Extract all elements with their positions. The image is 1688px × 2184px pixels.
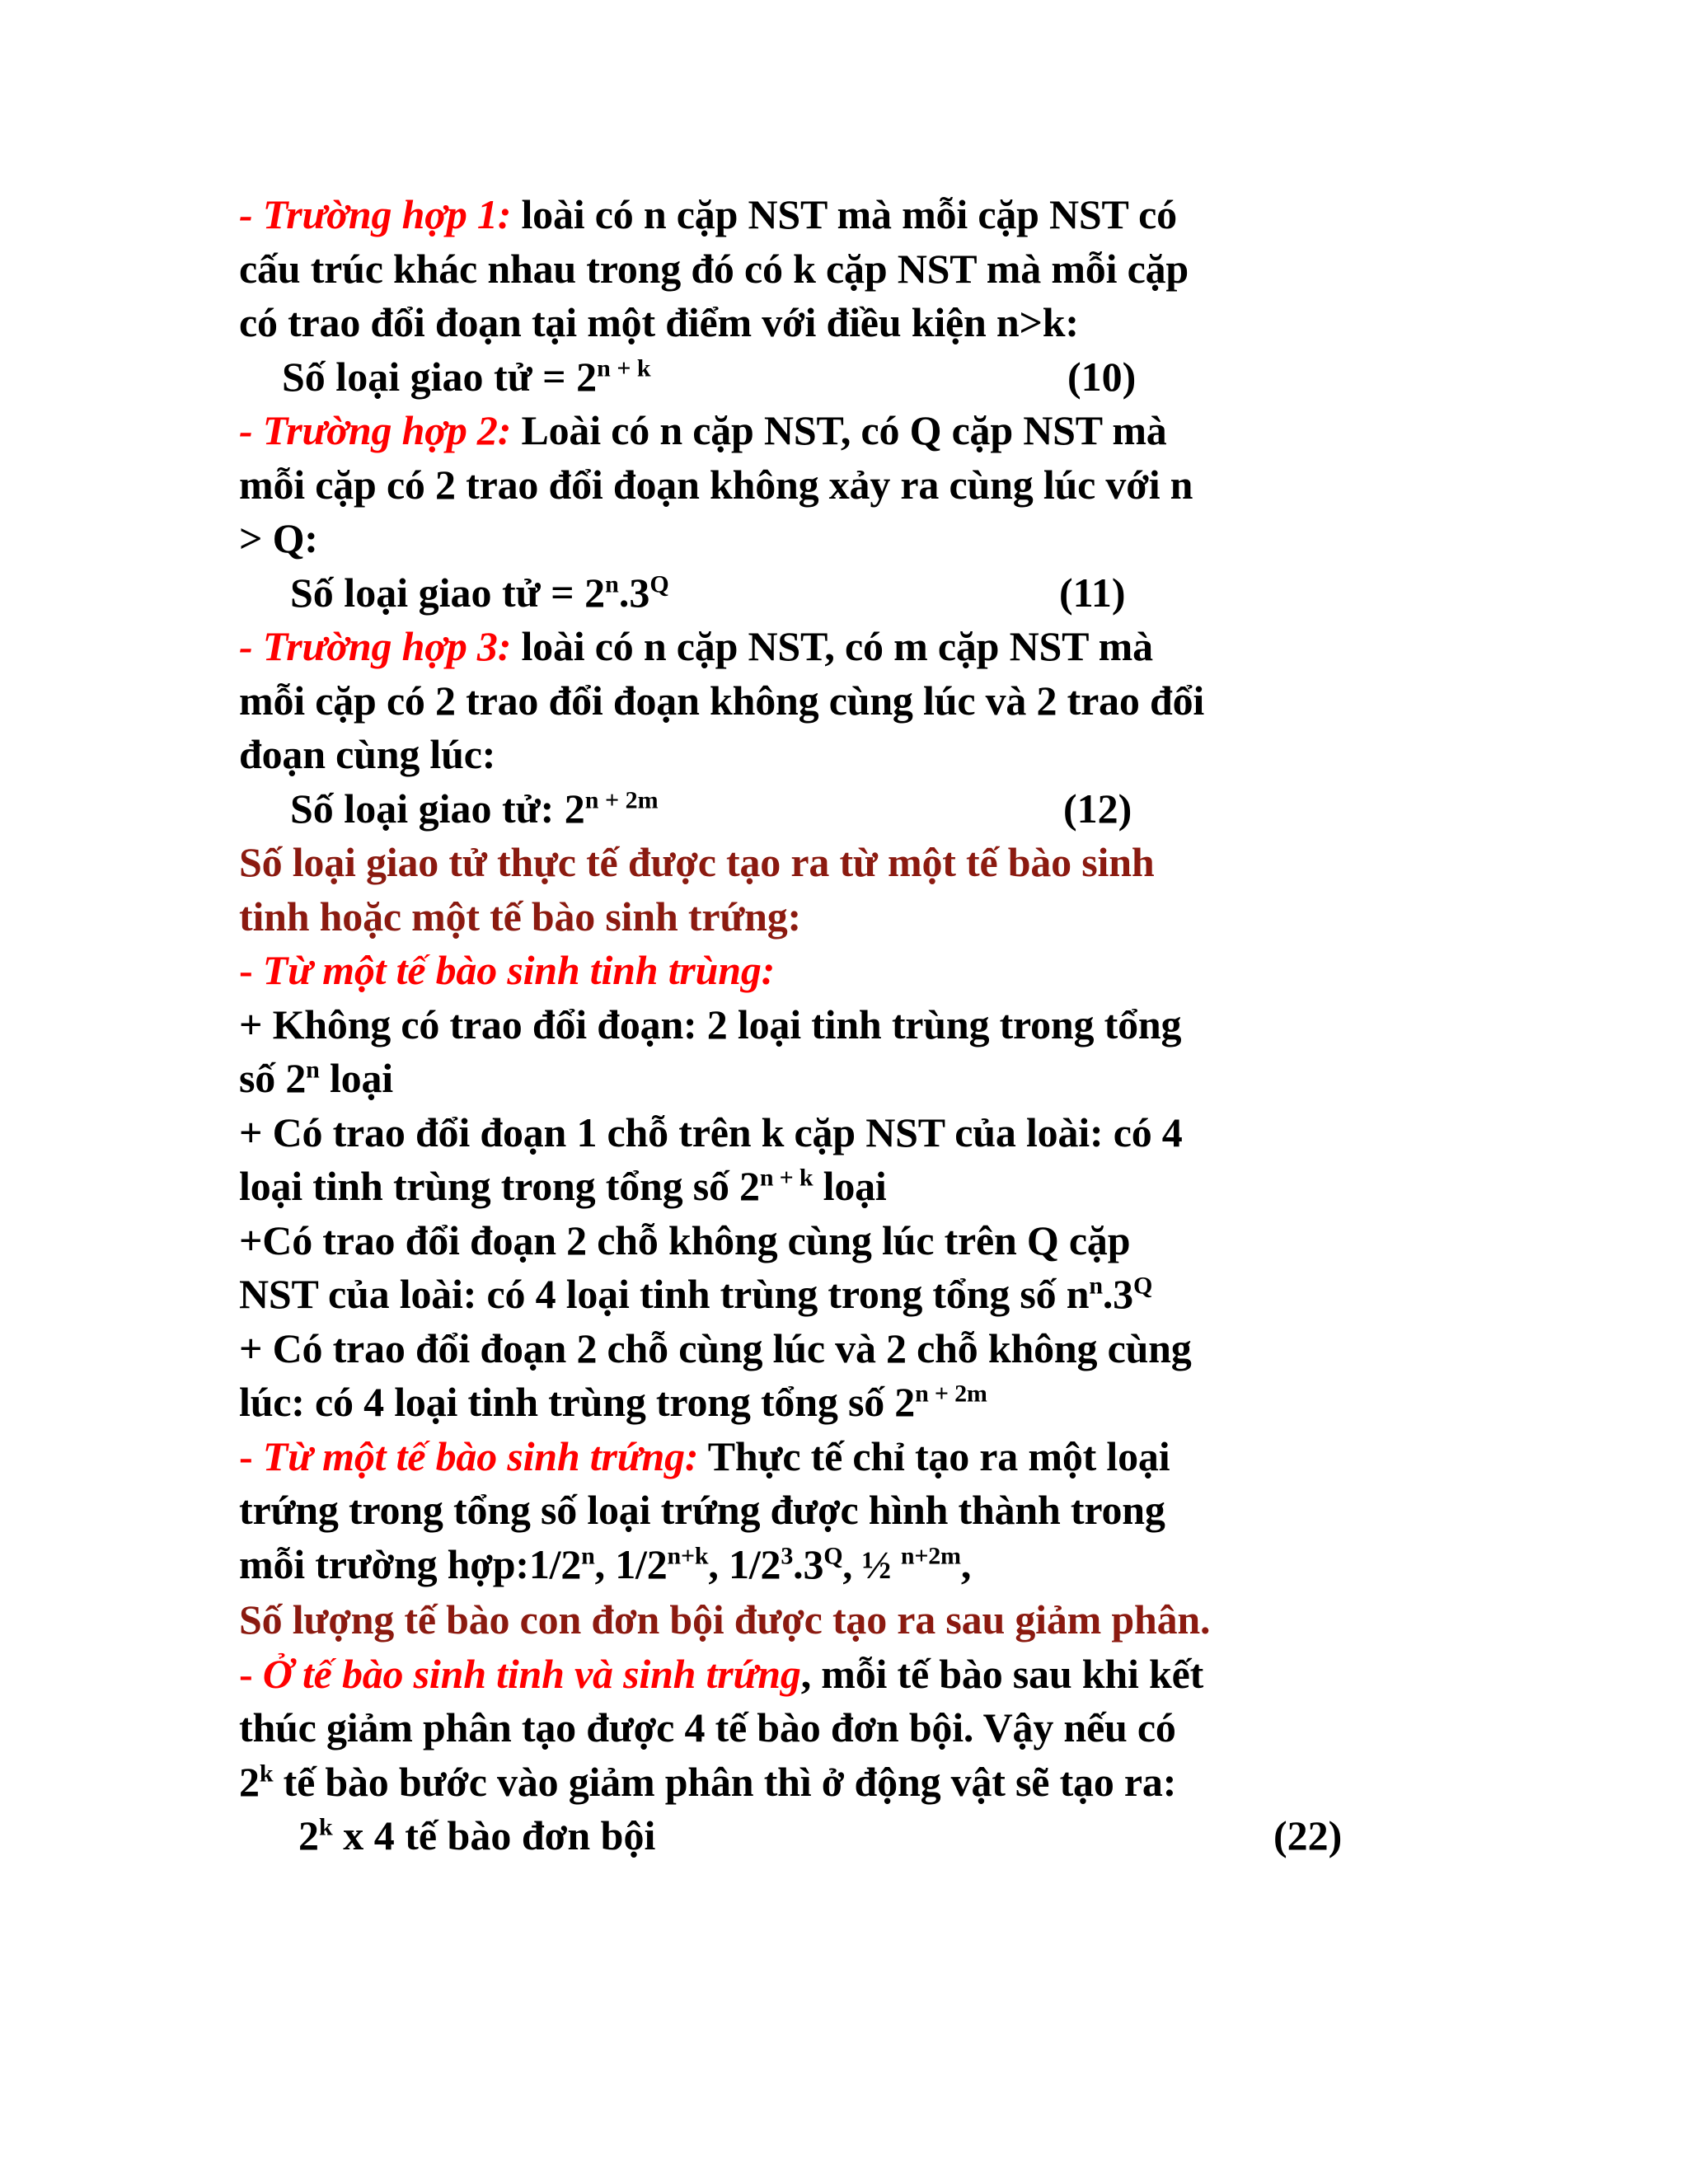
bullet-2-line1: + Có trao đổi đoạn 1 chỗ trên k cặp NST của loài: có 4 — [239, 1108, 1183, 1155]
case2-formula-mid: .3 — [618, 569, 650, 616]
bullet-3-line2-mid: .3 — [1102, 1271, 1133, 1317]
subhead-egg-label: Từ một tế bào sinh trứng: — [262, 1432, 699, 1479]
case3-line2: mỗi cặp có 2 trao đổi đoạn không cùng lúc và 2 trao đổi — [239, 677, 1205, 724]
case2-eqnum: (11) — [1059, 569, 1126, 616]
subhead-egg-line2: trứng trong tổng số loại trứng được hình thành trong — [239, 1487, 1165, 1533]
final-text-line1: , mỗi tế bào sau khi kết — [800, 1650, 1204, 1697]
egg-frac-pre: mỗi trường hợp:1/2 — [239, 1540, 582, 1587]
case3-label: - Trường hợp 3: — [239, 623, 512, 669]
case3-line3: đoạn cùng lúc: — [239, 731, 496, 777]
egg-frac-m3: .3 — [793, 1540, 824, 1587]
bullet-1-line2-sup: n — [306, 1056, 320, 1084]
bullet-3-line2-sup2: Q — [1132, 1272, 1153, 1300]
case2-formula-sup: n — [605, 569, 619, 598]
heading-haploid-count: Số lượng tế bào con đơn bội được tạo ra sau giảm phân. — [239, 1596, 1211, 1643]
bullet-1-line1: + Không có trao đổi đoạn: 2 loại tinh trùng trong tổng — [239, 1001, 1182, 1047]
case2-label: - Trường hợp 2: — [239, 407, 512, 453]
bullet-1-line2-post: loại — [319, 1055, 393, 1101]
case1-text-line1: loài có n cặp NST mà mỗi cặp NST có — [511, 191, 1177, 237]
case1-line3: có trao đổi đoạn tại một điểm với điều kiện n>k: — [239, 299, 1079, 345]
case1-formula-prefix: Số loại giao tử = 2 — [282, 353, 598, 400]
egg-frac-sup2: n+k — [667, 1541, 709, 1569]
bullet-2-line2-pre: loại tinh trùng trong tổng số 2 — [239, 1163, 760, 1209]
case1-label: - Trường hợp 1: — [239, 191, 512, 237]
egg-frac-m2: , 1/2 — [708, 1540, 781, 1587]
bullet-3-line2 — [239, 1268, 1426, 1322]
case3-line1 — [239, 620, 1426, 674]
bullet-2-line2-sup: n + k — [759, 1164, 814, 1192]
final-eqnum: (22) — [1273, 1812, 1343, 1858]
case3-eqnum: (12) — [1063, 785, 1132, 832]
case2-formula-row — [239, 566, 1426, 621]
bullet-3-line2-sup: n — [1089, 1272, 1103, 1300]
bullet-3-line2-pre: NST của loài: có 4 loại tinh trùng trong tổng số n — [239, 1271, 1090, 1317]
bullet-4-line1: + Có trao đổi đoạn 2 chỗ cùng lúc và 2 chỗ không cùng — [239, 1324, 1192, 1371]
case3-text-line1: loài có n cặp NST, có m cặp NST mà — [511, 623, 1153, 669]
subhead-egg-row — [239, 1430, 1426, 1484]
case2-text-line1: Loài có n cặp NST, có Q cặp NST mà — [511, 407, 1167, 453]
final-line3-sup: k — [259, 1759, 274, 1787]
case2-line3: > Q: — [239, 515, 318, 561]
case1-formula-sup: n + k — [597, 354, 651, 382]
subhead-sperm-label: Từ một tế bào sinh tinh trùng: — [262, 947, 776, 993]
case1-line2: cấu trúc khác nhau trong đó có k cặp NST mà mỗi cặp — [239, 245, 1189, 292]
case2-formula-sup2: Q — [649, 569, 669, 598]
final-formula-pre: 2 — [298, 1812, 319, 1858]
egg-frac-m4: , ½ — [842, 1544, 901, 1587]
final-line3-post: tế bào bước vào giảm phân thì ở động vật sẽ tạo ra: — [273, 1758, 1177, 1805]
final-formula-row — [239, 1809, 1426, 1863]
subhead-egg-dash: - — [239, 1432, 263, 1479]
final-label: Ở tế bào sinh tinh và sinh trứng — [262, 1650, 801, 1697]
bullet-4-line2-sup: n + 2m — [915, 1380, 987, 1408]
final-line3 — [239, 1755, 1426, 1810]
bullet-1-line2 — [239, 1052, 1426, 1106]
case2-line2: mỗi cặp có 2 trao đổi đoạn không xảy ra cùng lúc với n — [239, 461, 1193, 508]
case2-formula-prefix: Số loại giao tử = 2 — [290, 569, 606, 616]
egg-frac-sup4: Q — [823, 1541, 843, 1569]
egg-frac-sup1: n — [581, 1541, 595, 1569]
egg-frac-sup3: 3 — [781, 1541, 794, 1569]
case1-line1 — [239, 188, 1426, 242]
egg-frac-sup5: n+2m — [900, 1541, 961, 1569]
case3-formula-row — [239, 782, 1426, 837]
subhead-sperm-row — [239, 944, 1426, 998]
heading-gamete-types-line1: Số loại giao tử thực tế được tạo ra từ một tế bào sinh — [239, 839, 1155, 885]
final-dash: - — [239, 1650, 263, 1697]
case3-formula-prefix: Số loại giao tử: 2 — [290, 785, 585, 832]
subhead-egg-text-line1: Thực tế chỉ tạo ra một loại — [698, 1432, 1170, 1479]
final-formula-post: x 4 tế bào đơn bội — [332, 1812, 656, 1858]
bullet-4-line2 — [239, 1376, 1426, 1430]
final-line1 — [239, 1647, 1426, 1702]
heading-gamete-types-line2: tinh hoặc một tế bào sinh trứng: — [239, 893, 801, 940]
egg-frac-m1: , 1/2 — [594, 1540, 668, 1587]
document-body — [239, 188, 1426, 1863]
subhead-sperm-dash: - — [239, 947, 263, 993]
final-formula-sup: k — [319, 1813, 333, 1841]
final-line2: thúc giảm phân tạo được 4 tế bào đơn bội. Vậy nếu có — [239, 1704, 1176, 1750]
case2-line1 — [239, 404, 1426, 458]
case1-eqnum: (10) — [1067, 353, 1137, 400]
bullet-1-line2-pre: số 2 — [239, 1055, 307, 1101]
bullet-3-line1: +Có trao đổi đoạn 2 chỗ không cùng lúc trên Q cặp — [239, 1216, 1131, 1263]
case1-formula-row — [239, 350, 1426, 405]
subhead-egg-line3 — [239, 1538, 1426, 1594]
bullet-2-line2 — [239, 1160, 1426, 1214]
final-line3-pre: 2 — [239, 1758, 260, 1805]
bullet-4-line2-pre: lúc: có 4 loại tinh trùng trong tổng số 2 — [239, 1379, 916, 1425]
case3-formula-sup: n + 2m — [584, 785, 659, 813]
bullet-2-line2-post: loại — [813, 1163, 887, 1209]
egg-frac-end: , — [960, 1540, 972, 1587]
